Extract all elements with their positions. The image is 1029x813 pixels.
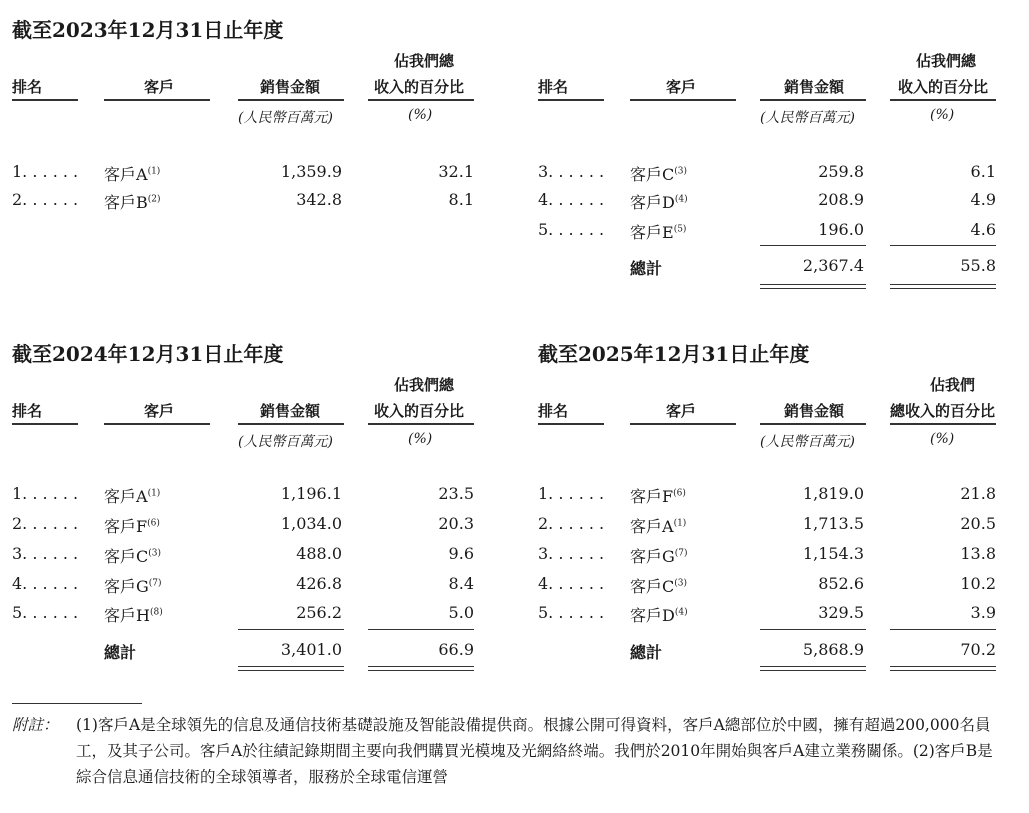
customer-name xyxy=(630,603,688,626)
pct-value: 21.8 xyxy=(960,484,996,503)
total-sales: 3,401.0 xyxy=(280,640,342,659)
pct-value: 8.1 xyxy=(448,190,474,209)
pct-value: 4.6 xyxy=(970,220,996,239)
customer-label: 客戶F xyxy=(630,487,674,506)
customer-name xyxy=(104,514,160,537)
table-row xyxy=(12,603,474,627)
subtotal-rule xyxy=(238,629,344,630)
total-double-rule xyxy=(760,284,866,289)
table-2024 xyxy=(12,338,512,678)
header-rule xyxy=(238,99,344,101)
col-header-sales: 銷售金額 xyxy=(784,402,845,420)
rank: 1. . . . . . xyxy=(12,484,79,503)
footnote-ref: (1) xyxy=(673,518,687,529)
rank: 5. . . . . . xyxy=(538,220,605,239)
customer-label: 客戶F xyxy=(104,517,148,536)
subtotal-rule xyxy=(760,629,866,630)
rank: 1. . . . . . xyxy=(538,484,605,503)
table-row xyxy=(538,574,996,598)
header-rule xyxy=(538,99,604,101)
customer-label: 客戶D xyxy=(630,606,675,625)
sales-unit: (人民幣百萬元) xyxy=(760,110,855,126)
notes-text: (1)客戶A是全球領先的信息及通信技術基礎設施及智能設備提供商。根據公開可得資料，客戶A總部位於中國，擁有超過200,000名員工，及其子公司。客戶A於往績記錄期間主要向我們購買光模塊及光網絡終端。我們於2010年開始與客戶A建立業務關係。(2)客戶B是綜合信息通信技術的全球領導者，服務於全球電信運營 xyxy=(76,716,993,786)
total-row xyxy=(12,640,474,664)
total-double-rule xyxy=(890,284,996,289)
total-double-rule xyxy=(760,666,866,671)
footnote-ref: (1) xyxy=(147,488,161,499)
col-header-pct-2: 收入的百分比 xyxy=(898,78,989,96)
table-2023-left xyxy=(12,14,512,304)
customer-label: 客戶G xyxy=(104,577,149,596)
table-row xyxy=(12,484,474,508)
sales-value: 1,034.0 xyxy=(280,514,342,533)
table-2023-right xyxy=(538,14,1029,304)
pct-value: 13.8 xyxy=(960,544,996,563)
footnote-ref: (7) xyxy=(674,548,688,559)
customer-name xyxy=(104,574,162,597)
footnote-ref: (2) xyxy=(147,194,161,205)
table-row xyxy=(538,514,996,538)
rank: 5. . . . . . xyxy=(538,603,605,622)
footnote-ref: (3) xyxy=(674,166,687,177)
sales-value: 1,196.1 xyxy=(280,484,342,503)
pct-value: 5.0 xyxy=(448,603,474,622)
table-row xyxy=(12,190,474,214)
subtotal-rule xyxy=(368,629,474,630)
header-rule xyxy=(12,99,78,101)
table-row xyxy=(12,162,474,186)
table-row xyxy=(538,162,996,186)
sales-value: 208.9 xyxy=(818,190,864,209)
header-rule xyxy=(538,423,604,425)
customer-name xyxy=(104,190,161,213)
customer-label: 客戶A xyxy=(104,165,148,184)
col-header-pct-2: 收入的百分比 xyxy=(374,402,465,420)
customer-name xyxy=(630,574,687,597)
sales-value: 1,819.0 xyxy=(802,484,864,503)
footnote-ref: (7) xyxy=(148,578,162,589)
pct-value: 6.1 xyxy=(970,162,996,181)
footnote-ref: (3) xyxy=(674,578,687,589)
rank: 4. . . . . . xyxy=(12,574,79,593)
subtotal-rule xyxy=(890,629,996,630)
pct-value: 4.9 xyxy=(970,190,996,209)
customer-label: 客戶G xyxy=(630,547,675,566)
table-row xyxy=(12,544,474,568)
header-rule xyxy=(368,423,474,425)
sales-value: 196.0 xyxy=(818,220,864,239)
sales-value: 1,713.5 xyxy=(802,514,864,533)
total-pct: 70.2 xyxy=(960,640,996,659)
pct-value: 23.5 xyxy=(438,484,474,503)
notes-divider xyxy=(12,703,142,704)
col-header-pct-1: 佔我們總 xyxy=(394,376,455,394)
pct-value: 8.4 xyxy=(448,574,474,593)
total-label: 總計 xyxy=(104,643,137,662)
table-2025 xyxy=(538,338,1029,678)
customer-name xyxy=(630,220,686,243)
table-title: 截至2023年12月31日止年度 xyxy=(12,18,284,42)
customer-label: 客戶B xyxy=(104,193,148,212)
footnote-ref: (4) xyxy=(674,607,688,618)
footnote-ref: (4) xyxy=(674,194,688,205)
pct-value: 32.1 xyxy=(438,162,474,181)
total-pct: 55.8 xyxy=(960,256,996,275)
table-title: 截至2025年12月31日止年度 xyxy=(538,342,810,366)
pct-value: 3.9 xyxy=(970,603,996,622)
sales-value: 488.0 xyxy=(296,544,342,563)
pct-value: 20.5 xyxy=(960,514,996,533)
pct-unit: (%) xyxy=(930,431,955,447)
header-rule xyxy=(890,99,996,101)
customer-name xyxy=(630,162,687,185)
customer-name xyxy=(630,190,688,213)
customer-label: 客戶A xyxy=(630,517,674,536)
header-rule xyxy=(630,423,736,425)
col-header-pct-2: 收入的百分比 xyxy=(374,78,465,96)
footnote-ref: (8) xyxy=(149,607,163,618)
table-row xyxy=(538,603,996,627)
col-header-customer: 客戶 xyxy=(144,402,175,420)
customer-name xyxy=(104,603,163,626)
col-header-pct-2: 總收入的百分比 xyxy=(890,402,996,420)
footnote-ref: (1) xyxy=(147,166,161,177)
total-pct: 66.9 xyxy=(438,640,474,659)
customer-label: 客戶C xyxy=(630,577,675,596)
pct-value: 20.3 xyxy=(438,514,474,533)
customer-name xyxy=(630,544,688,567)
table-row xyxy=(12,574,474,598)
total-label: 總計 xyxy=(630,643,663,662)
table-row xyxy=(12,514,474,538)
sales-unit: (人民幣百萬元) xyxy=(760,434,855,450)
sales-value: 852.6 xyxy=(818,574,864,593)
total-sales: 2,367.4 xyxy=(802,256,864,275)
col-header-rank: 排名 xyxy=(12,402,43,420)
col-header-pct-1: 佔我們 xyxy=(930,376,976,394)
rank: 4. . . . . . xyxy=(538,574,605,593)
sales-unit: (人民幣百萬元) xyxy=(238,434,333,450)
header-rule xyxy=(760,423,866,425)
footnote-ref: (6) xyxy=(147,518,160,529)
customer-label: 客戶E xyxy=(630,223,674,242)
header-rule xyxy=(238,423,344,425)
sales-value: 426.8 xyxy=(296,574,342,593)
sales-value: 1,154.3 xyxy=(802,544,864,563)
total-row xyxy=(538,256,996,280)
rank: 2. . . . . . xyxy=(538,514,605,533)
subtotal-rule xyxy=(890,245,996,246)
pct-unit: (%) xyxy=(930,107,955,123)
rank: 3. . . . . . xyxy=(538,544,605,563)
customer-name xyxy=(104,484,160,507)
col-header-customer: 客戶 xyxy=(666,402,697,420)
table-row xyxy=(538,190,996,214)
header-rule xyxy=(368,99,474,101)
header-rule xyxy=(12,423,78,425)
col-header-sales: 銷售金額 xyxy=(784,78,845,96)
rank: 3. . . . . . xyxy=(12,544,79,563)
header-rule xyxy=(104,99,210,101)
total-sales: 5,868.9 xyxy=(802,640,864,659)
customer-label: 客戶C xyxy=(104,547,149,566)
customer-name xyxy=(630,484,686,507)
total-double-rule xyxy=(238,666,344,671)
table-row xyxy=(538,484,996,508)
rank: 4. . . . . . xyxy=(538,190,605,209)
rank: 3. . . . . . xyxy=(538,162,605,181)
col-header-sales: 銷售金額 xyxy=(260,402,321,420)
header-rule xyxy=(760,99,866,101)
col-header-sales: 銷售金額 xyxy=(260,78,321,96)
col-header-rank: 排名 xyxy=(538,78,569,96)
sales-unit: (人民幣百萬元) xyxy=(238,110,333,126)
pct-value: 10.2 xyxy=(960,574,996,593)
col-header-rank: 排名 xyxy=(12,78,43,96)
rank: 2. . . . . . xyxy=(12,190,79,209)
customer-label: 客戶D xyxy=(630,193,675,212)
rank: 5. . . . . . xyxy=(12,603,79,622)
footnote-ref: (6) xyxy=(673,488,686,499)
header-rule xyxy=(890,423,996,425)
pct-unit: (%) xyxy=(408,431,433,447)
customer-label: 客戶H xyxy=(104,606,150,625)
rank: 2. . . . . . xyxy=(12,514,79,533)
total-double-rule xyxy=(890,666,996,671)
total-row xyxy=(538,640,996,664)
col-header-pct-1: 佔我們總 xyxy=(916,52,977,70)
customer-name xyxy=(630,514,686,537)
col-header-customer: 客戶 xyxy=(666,78,697,96)
header-rule xyxy=(630,99,736,101)
sales-value: 1,359.9 xyxy=(280,162,342,181)
col-header-rank: 排名 xyxy=(538,402,569,420)
customer-name xyxy=(104,162,160,185)
sales-value: 329.5 xyxy=(818,603,864,622)
footnote-ref: (3) xyxy=(148,548,161,559)
pct-unit: (%) xyxy=(408,107,433,123)
customer-label: 客戶C xyxy=(630,165,675,184)
table-title: 截至2024年12月31日止年度 xyxy=(12,342,284,366)
sales-value: 259.8 xyxy=(818,162,864,181)
col-header-customer: 客戶 xyxy=(144,78,175,96)
total-label: 總計 xyxy=(630,259,663,278)
sales-value: 256.2 xyxy=(296,603,342,622)
total-double-rule xyxy=(368,666,474,671)
customer-name xyxy=(104,544,161,567)
sales-value: 342.8 xyxy=(296,190,342,209)
table-row xyxy=(538,220,996,244)
header-rule xyxy=(104,423,210,425)
table-row xyxy=(538,544,996,568)
notes-label: 附註： xyxy=(12,716,59,734)
subtotal-rule xyxy=(760,245,866,246)
rank: 1. . . . . . xyxy=(12,162,79,181)
footnote-ref: (5) xyxy=(673,224,687,235)
col-header-pct-1: 佔我們總 xyxy=(394,52,455,70)
customer-label: 客戶A xyxy=(104,487,148,506)
pct-value: 9.6 xyxy=(448,544,474,563)
